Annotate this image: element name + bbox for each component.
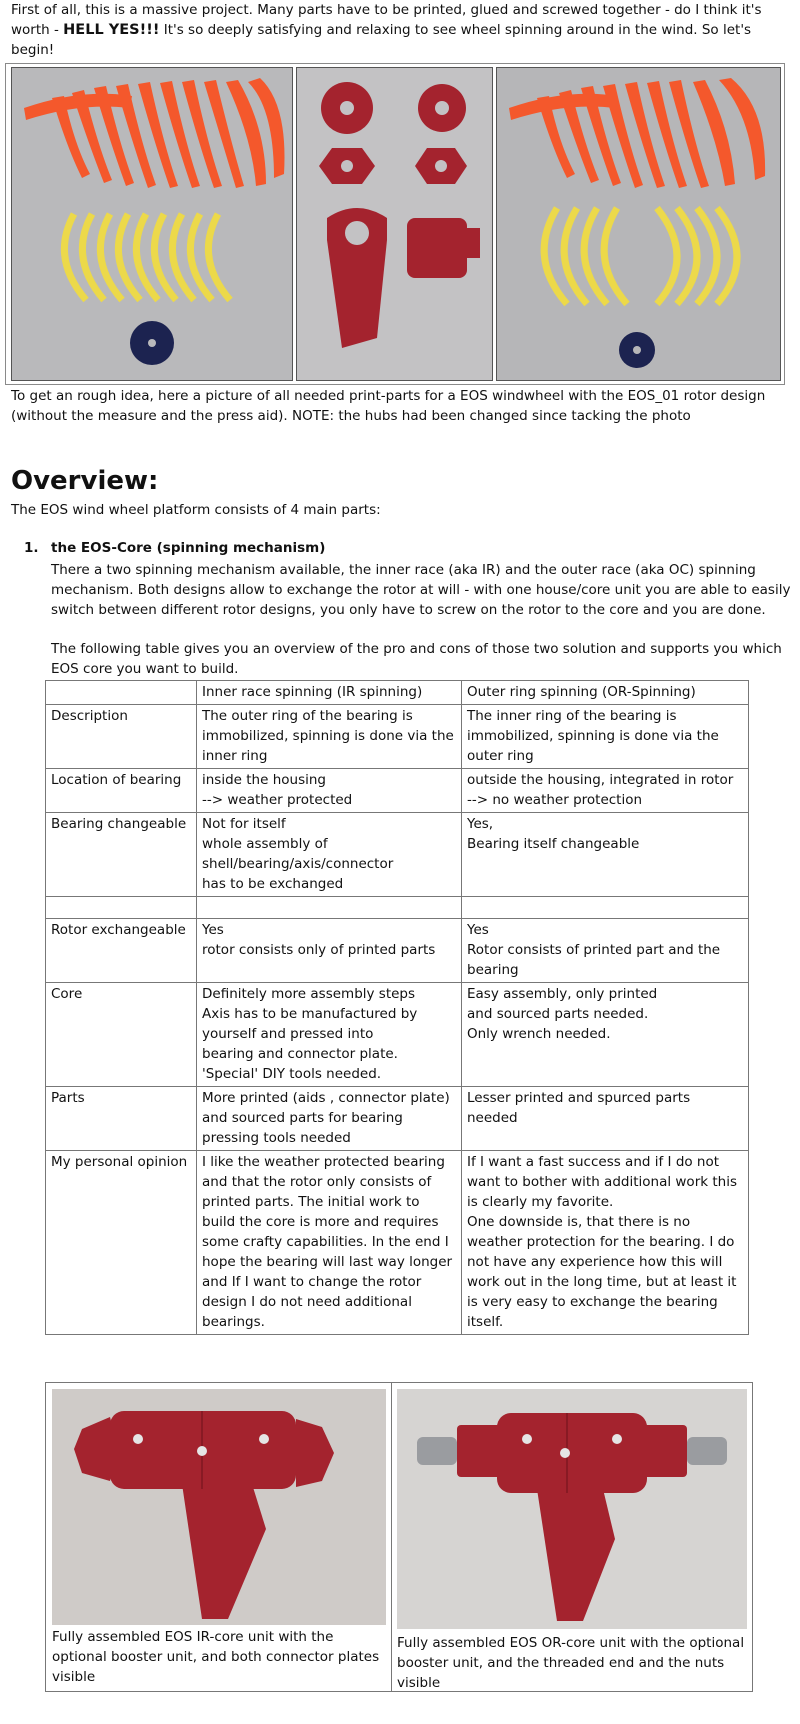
comparison-table — [45, 680, 749, 1335]
parts-photo-caption: To get an rough idea, here a picture of all needed print-parts for a EOS windwheel with the EOS_01 rotor design (without the measure and the press aid). NOTE: the hubs had been changed since tacking the photo — [11, 388, 766, 424]
or-core-caption: Fully assembled EOS OR-core unit with the optional booster unit, and the threaded end and the nuts visible — [397, 1635, 745, 1691]
list-item-title: the EOS-Core (spinning mechanism) — [51, 540, 326, 556]
table-cell: Not for itself whole assembly of shell/bearing/axis/connector has to be exchanged — [197, 813, 462, 897]
ir-core-illustration — [52, 1389, 386, 1625]
table-cell: Easy assembly, only printed and sourced parts needed. Only wrench needed. — [462, 983, 749, 1087]
core-unit-figure-table — [45, 1382, 753, 1692]
table-cell: The inner ring of the bearing is immobilized, spinning is done via the outer ring — [462, 705, 749, 769]
table-cell: More printed (aids , connector plate) and sourced parts for bearing pressing tools needed — [197, 1087, 462, 1151]
table-cell — [462, 897, 749, 919]
ir-core-caption: Fully assembled EOS IR-core unit with the optional booster unit, and both connector plates visible — [52, 1629, 380, 1685]
table-cell: Bearing changeable — [46, 813, 197, 897]
intro-rest: It's so deeply satisfying and relaxing to see wheel spinning around in the wind. So let's begin! — [11, 22, 752, 58]
list-item-body-table-intro: The following table gives you an overview of the pro and cons of those two solution and supports you which EOS core you want to build. — [51, 641, 782, 677]
table-header-row — [46, 681, 749, 705]
photo-red-hub-parts — [296, 67, 493, 381]
table-row — [46, 769, 749, 813]
or-core-illustration — [397, 1389, 747, 1629]
table-cell: Parts — [46, 1087, 197, 1151]
figure-divider — [391, 1383, 392, 1691]
blades-illustration — [12, 68, 292, 380]
overview-heading: Overview: — [11, 466, 159, 496]
table-cell: Core — [46, 983, 197, 1087]
table-cell: inside the housing --> weather protected — [197, 769, 462, 813]
table-cell: The outer ring of the bearing is immobilized, spinning is done via the inner ring — [197, 705, 462, 769]
table-cell: Rotor exchangeable — [46, 919, 197, 983]
table-cell: If I want a fast success and if I do not want to bother with additional work this is clearly my favorite. One downside is, that there is no weather protection for the bearing. I do not have any experience how this will work out in the long time, but at least it is very easy to exchange the bearing itself. — [462, 1151, 749, 1335]
table-row — [46, 919, 749, 983]
blades-illustration-2 — [497, 68, 780, 380]
photo-ir-core-unit — [52, 1389, 386, 1625]
intro-paragraph — [11, 0, 792, 60]
table-cell: outside the housing, integrated in rotor --> no weather protection — [462, 769, 749, 813]
intro-line1: First of all, this is a massive project. Many parts have to be printed, glued and screwed together - do I think it's worth - — [11, 2, 762, 38]
table-cell — [46, 897, 197, 919]
table-row-empty — [46, 897, 749, 919]
table-header-cell: Outer ring spinning (OR-Spinning) — [462, 681, 749, 705]
list-item-number: 1. — [24, 540, 39, 556]
table-cell: Definitely more assembly steps Axis has to be manufactured by yourself and pressed into bearing and connector plate. 'Special' DIY tools needed. — [197, 983, 462, 1087]
table-cell: Yes Rotor consists of printed part and the bearing — [462, 919, 749, 983]
table-row — [46, 813, 749, 897]
print-parts-photo-strip — [5, 63, 785, 385]
intro-bold-exclaim: HELL YES!!! — [63, 22, 160, 38]
table-row — [46, 1151, 749, 1335]
table-cell — [197, 897, 462, 919]
photo-rotor-blades-left — [11, 67, 293, 381]
table-cell: Location of bearing — [46, 769, 197, 813]
table-cell: Yes rotor consists only of printed parts — [197, 919, 462, 983]
table-row — [46, 1087, 749, 1151]
table-cell: I like the weather protected bearing and that the rotor only consists of printed parts. The initial work to build the core is more and requires some crafty capabilities. In the end I hope the bearing will last way longer and If I want to change the rotor design I do not need additional bearings. — [197, 1151, 462, 1335]
photo-rotor-blades-right — [496, 67, 781, 381]
table-row — [46, 705, 749, 769]
table-cell: My personal opinion — [46, 1151, 197, 1335]
table-row — [46, 983, 749, 1087]
table-cell: Lesser printed and spurced parts needed — [462, 1087, 749, 1151]
photo-or-core-unit — [397, 1389, 747, 1629]
table-cell: Yes, Bearing itself changeable — [462, 813, 749, 897]
list-item-body: There a two spinning mechanism available, the inner race (aka IR) and the outer race (aka OC) spinning mechanism. Both designs allow to exchange the rotor at will - with one house/core unit you are able to easily switch between different rotor designs, you only have to screw on the rotor to the core and you are done. — [51, 562, 791, 618]
table-cell: Description — [46, 705, 197, 769]
table-header-cell: Inner race spinning (IR spinning) — [197, 681, 462, 705]
table-header-cell — [46, 681, 197, 705]
hub-parts-illustration — [297, 68, 492, 380]
overview-intro-text: The EOS wind wheel platform consists of 4 main parts: — [11, 502, 381, 518]
